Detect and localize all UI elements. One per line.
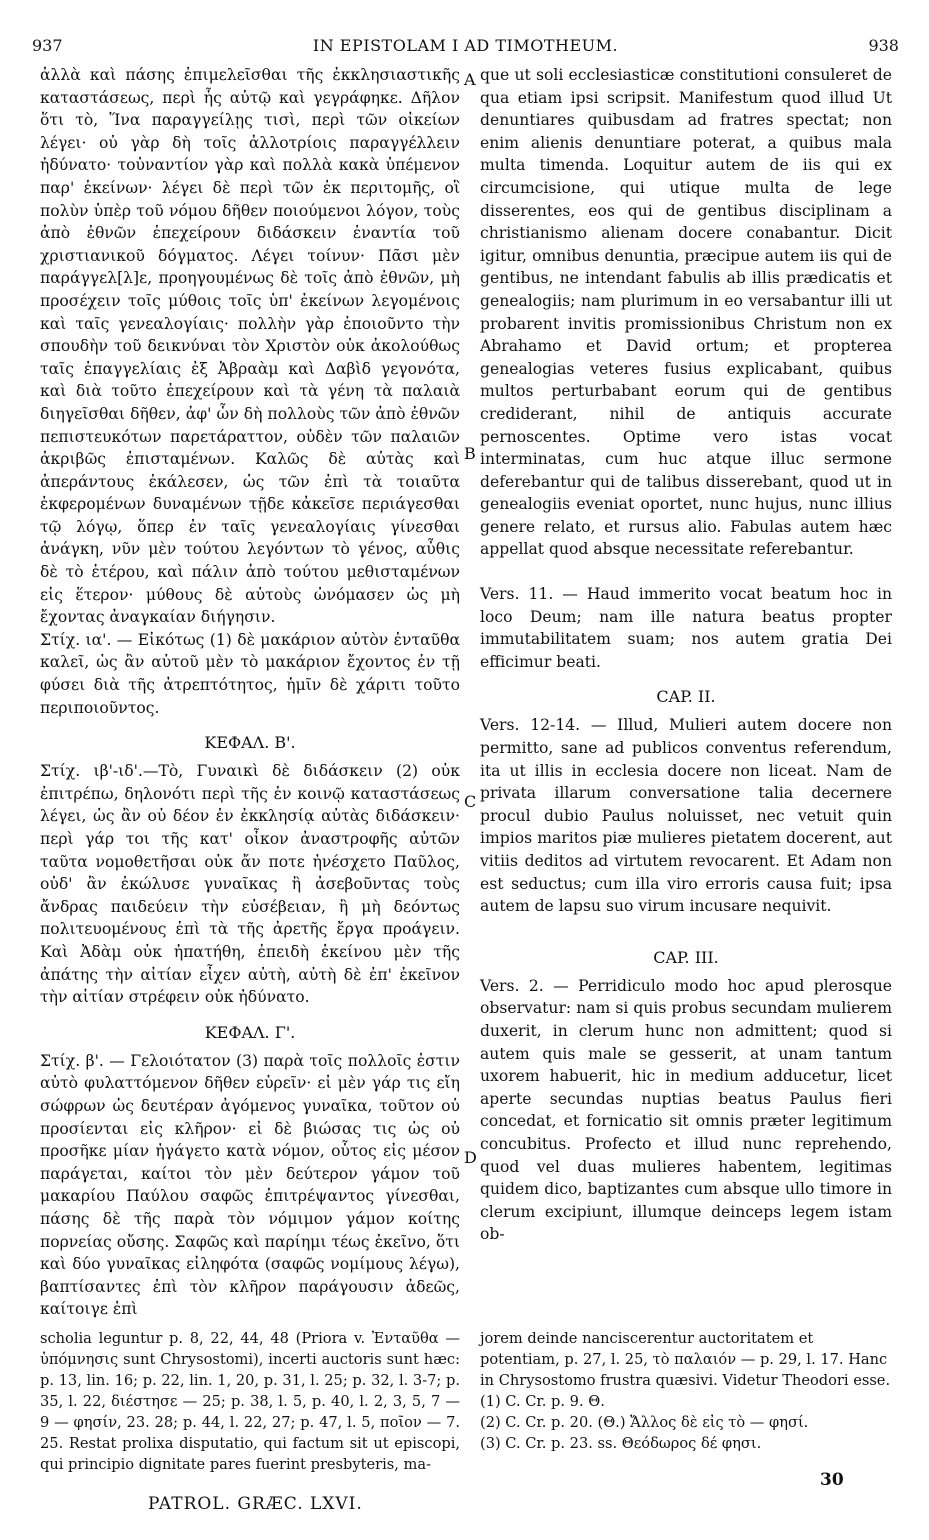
- footnote-right-body: jorem deinde nanciscerentur auctoritatem et potentiam, p. 27, l. 25, τὸ παλαιόν — p. 29, l. 17. Hanc in Chrysostomo frustra quæsivi. Videtur Theodori esse.: [480, 1330, 891, 1389]
- footnote-3: (3) C. Cr. p. 23. ss. Θεόδωρος δέ φησι.: [480, 1435, 762, 1452]
- latin-column: [480, 64, 892, 1246]
- greek-paragraph-1: ἀλλὰ καὶ πάσης ἐπιμελεῖσθαι τῆς ἐκκλησιαστικῆς καταστάσεως, περὶ ἧς αὐτῷ καὶ γεγράφηκε. Δῆλον ὅτι τὸ, Ἵνα παραγγείλῃς τισὶ, περὶ τῶν οἰκείων λέγει· οὐ γὰρ δὴ τοῖς ἀλλοτρίοις παραγγέλλειν ἠδύνατο· τοὐναντίον γὰρ καὶ πολλὰ κακὰ ὑπέμενον παρ' ἐκείνων· λέγει δὲ περὶ τῶν ἐκ περιτομῆς, οἳ πολὺν ὑπὲρ τοῦ νόμου δῆθεν ποιούμενοι λόγον, τοὺς ἀπὸ ἐθνῶν ἐπεχείρουν διδάσκειν ἐναντία τοῦ χριστιανικοῦ δόγματος. Λέγει τοίνυν· Πᾶσι μὲν παράγγελ[λ]ε, προηγουμένως δὲ τοῖς ἀπὸ ἐθνῶν, μὴ προσέχειν τοῖς μύθοις τοῖς ὑπ' ἐκείνων λεγομένοις καὶ ταῖς γενεαλογίαις· πολλὴν γὰρ ἐποιοῦντο τὴν σπουδὴν τοῦ δεικνύναι τὸν Χριστὸν οὐκ ἀκολούθως ταῖς ἐπαγγελίαις ἐξ Ἀβραὰμ καὶ Δαβὶδ γεγονότα, καὶ διὰ τοῦτο ἐπεχείρουν καὶ τὰ γένη τὰ παλαιὰ διηγεῖσθαι δῆθεν, ἀφ' ὧν δὴ πολλοὺς τῶν ἀπὸ ἐθνῶν πεπιστευκότων παρετάραττον, οὐδὲν τῶν παλαιῶν ἀκριβῶς ἐπισταμένων. Καλῶς δὲ αὐτὰς καὶ ἀπεράντους ἐκάλεσεν, ὡς τῶν ἐπὶ τὰ τοιαῦτα ἐκφερομένων δυναμένων τῇδε κἀκεῖσε περιάγεσθαι τῷ λόγῳ, ὅπερ ἐν ταῖς γενεαλογίαις γίνεσθαι ἀνάγκη, νῦν μὲν τούτου λεγόντων τὸ γένος, αὖθις δὲ τὸ ἑτέρου, καὶ πάλιν ἀπὸ τούτου μεθισταμένων εἰς ἕτερον· μύθους δὲ αὐτοὺς ὠνόμασεν ὡς μὴ ἔχοντας ἀναγκαίαν διήγησιν.: [40, 66, 460, 627]
- greek-chapter-heading-3: ΚΕΦΑΛ. Γ'.: [204, 1022, 296, 1042]
- footnote-2: (2) C. Cr. p. 20. (Θ.) Ἄλλος δὲ εἰς τὸ — φησί.: [480, 1414, 809, 1431]
- running-header: [32, 36, 899, 56]
- greek-paragraph-4: Στίχ. β'. — Γελοιότατον (3) παρὰ τοῖς πολλοῖς ἐστιν αὐτὸ φυλαττόμενον δῆθεν εὑρεῖν· εἰ μὲν γάρ τις εἴη σώφρων ὡς δευτέραν ἀγόμενος γυναῖκα, τοῦτον οὐ προσίενται εἰς κλῆρον· εἰ δὲ βιώσας τις ὡς οὐ προσῆκε μίαν ἠγάγετο κατὰ νόμον, οὗτος εἰς μέσον παράγεται, καίτοι τὸν μὲν δεύτερον γάμον τοῦ μακαρίου Παύλου σαφῶς ἐπιτρέψαντος γίνεσθαι, πάσης δὲ τῆς παρὰ τὸν νόμιμον γάμον κοίτης πορνείας οὔσης. Σαφῶς καὶ παρίημι τέως ἐκεῖνο, ὅτι καὶ δύο γυναῖκας εἰληφότα (σαφῶς νομίμους λέγω), βαπτίσαντες ἐπὶ τὸν κλῆρον παράγουσιν ἀδεῶς, καίτοιγε ἐπὶ: [40, 1051, 460, 1319]
- latin-paragraph-4: Vers. 2. — Perridiculo modo hoc apud plerosque observatur: nam si quis probus secundam mulierem duxerit, in clerum hunc non admittent; quod si autem quis male se gesserit, at unam tantum uxorem habuerit, hic in medium adducetur, licet aperte secundas nuptias beatus Paulus fieri concedat, et fornicatio sit omnis præter legitimum concubitus. Profecto et illud nunc reprehendo, quod vel duas mulieres habentem, legitimas quidem dico, baptizantes cum absque ullo timore in clerum excipiunt, illumque deinceps legem istam ob-: [480, 976, 892, 1244]
- greek-paragraph-3: Στίχ. ιβ'-ιδ'.—Τὸ, Γυναικὶ δὲ διδάσκειν (2) οὐκ ἐπιτρέπω, δηλονότι περὶ τῆς ἐν κοινῷ καταστάσεως λέγει, ὡς ἂν οὐ δέον ἐν ἐκκλησίᾳ αὐτὰς διδάσκειν· περὶ γάρ τοι τῆς κατ' οἶκον ἀναστροφῆς αὐτῶν ταῦτα νομοθετῆσαι οὐκ ἄν ποτε ἠνέσχετο Παῦλος, οὐδ' ἂν ἐκώλυσε γυναῖκας ἢ ἀσεβοῦντας τοὺς ἄνδρας παιδεύειν τὴν εὐσέβειαν, ἢ μὴ δεόντως πολιτευομένους ἐπὶ τὰ τῆς ἀρετῆς ἔργα προάγειν. Καὶ Ἀδὰμ οὐκ ἠπατήθη, ἐπειδὴ ἐκείνου μὲν τῆς ἀπάτης τὴν αἰτίαν εἶχεν αὐτὴ, αὐτὴ δὲ ἐπ' ἐκεῖνον τὴν αἰτίαν στρέφειν οὐκ ἠδύνατο.: [40, 762, 460, 1007]
- footnote-1: (1) C. Cr. p. 9. Θ.: [480, 1393, 605, 1410]
- footnote-left: scholia leguntur p. 8, 22, 44, 48 (Priora v. Ἐνταῦθα — ὑπόμνησις sunt Chrysostomi), incerti auctoris sunt hæc: p. 13, lin. 16; p. 22, lin. 1, 20, p. 31, l. 25; p. 32, l. 3-7; p. 35, l. 22, διέστησε — 25; p. 38, l. 5, p. 40, l. 2, 3, 5, 7 — 9 — φησίν, 23. 28; p. 44, l. 22, 27; p. 47, l. 5, ποῖον — 7. 25. Restat prolixa disputatio, qui factum sit ut episcopi, qui principio dignitate pares fuerint presbyteris, ma-: [40, 1330, 460, 1473]
- margin-letter-c: C: [464, 792, 477, 811]
- footnote-right: [480, 1328, 892, 1454]
- latin-paragraph-3: Vers. 12-14. — Illud, Mulieri autem docere non permitto, sane ad publicos conventus referendum, ita ut illis in ecclesia docere non liceat. Nam de privata illarum conversatione talia decernere procul dubio Paulus noluisset, nec vetuit quin impios maritos piæ mulieres pietatem docerent, aut vitiis deditos ad virtutem revocarent. Et Adam non est seductus; cum illa viro erroris causa fuit; ipsa autem de lapsu suo virum incusare nequivit.: [480, 716, 892, 916]
- latin-paragraph-2: Vers. 11. — Haud immerito vocat beatum hoc in loco Deum; nam ille natura beatus propter immutabilitatem suam; nos autem gratia Dei efficimur beati.: [480, 585, 892, 671]
- signature-number: 30: [820, 1470, 844, 1490]
- margin-letter-d: D: [464, 1148, 477, 1167]
- latin-paragraph-1: que ut soli ecclesiasticæ constitutioni consuleret de qua etiam ipsi scripsit. Manifestum quod illud Ut denuntiares quibusdam ad fratres spectat; non enim alienis denuntiare poterat, a quibus mala multa timenda. Loquitur autem de iis qui ex circumcisione, qui utique multa de lege disserentes, eos qui de gentibus disciplinam a christianismo alienam docere conabantur. Dicit igitur, omnibus denuntia, præcipue autem iis qui de gentibus, ne intendant fabulis ab illis prædicatis et genealogiis; nam plurimum in eo versabantur illi ut probarent invitis promissionibus Christum non ex Abrahamo et David ortum; et propterea genealogias veteres fusius explicabant, quibus multos perturbabant eorum qui de gentibus crediderant, nihil de antiquis accurate pernoscentes. Optime vero istas vocat interminatas, cum huc atque illuc sermone deferebantur qui de talibus disserebant, quod ut in genealogiis eveniat oportet, nunc hujus, nunc illius genere relato, et rursus alio. Fabulas autem hæc appellat quod absque necessitate referebantur.: [480, 66, 892, 559]
- margin-letter-b: B: [464, 444, 476, 463]
- greek-paragraph-2: Στίχ. ια'. — Εἰκότως (1) δὲ μακάριον αὐτὸν ἐνταῦθα καλεῖ, ὡς ἂν αὐτοῦ μὲν τὸ μακάριον ἔχοντος ἐν τῇ φύσει διὰ τῆς ἀτρεπτότητος, ἡμῖν δὲ χάριτι τοῦτο περιποιοῦντος.: [40, 630, 460, 717]
- right-page-number: 938: [868, 36, 899, 55]
- margin-letter-a: A: [464, 70, 476, 89]
- greek-chapter-heading-2: ΚΕΦΑΛ. Β'.: [204, 733, 296, 753]
- greek-column: [40, 64, 460, 1321]
- patrologia-signature: PATROL. GRÆC. LXVI.: [148, 1494, 363, 1514]
- running-title: IN EPISTOLAM I AD TIMOTHEUM.: [312, 36, 619, 55]
- latin-chapter-heading-2: CAP. II.: [656, 687, 716, 707]
- left-page-number: 937: [32, 36, 63, 55]
- latin-chapter-heading-3: CAP. III.: [653, 947, 719, 967]
